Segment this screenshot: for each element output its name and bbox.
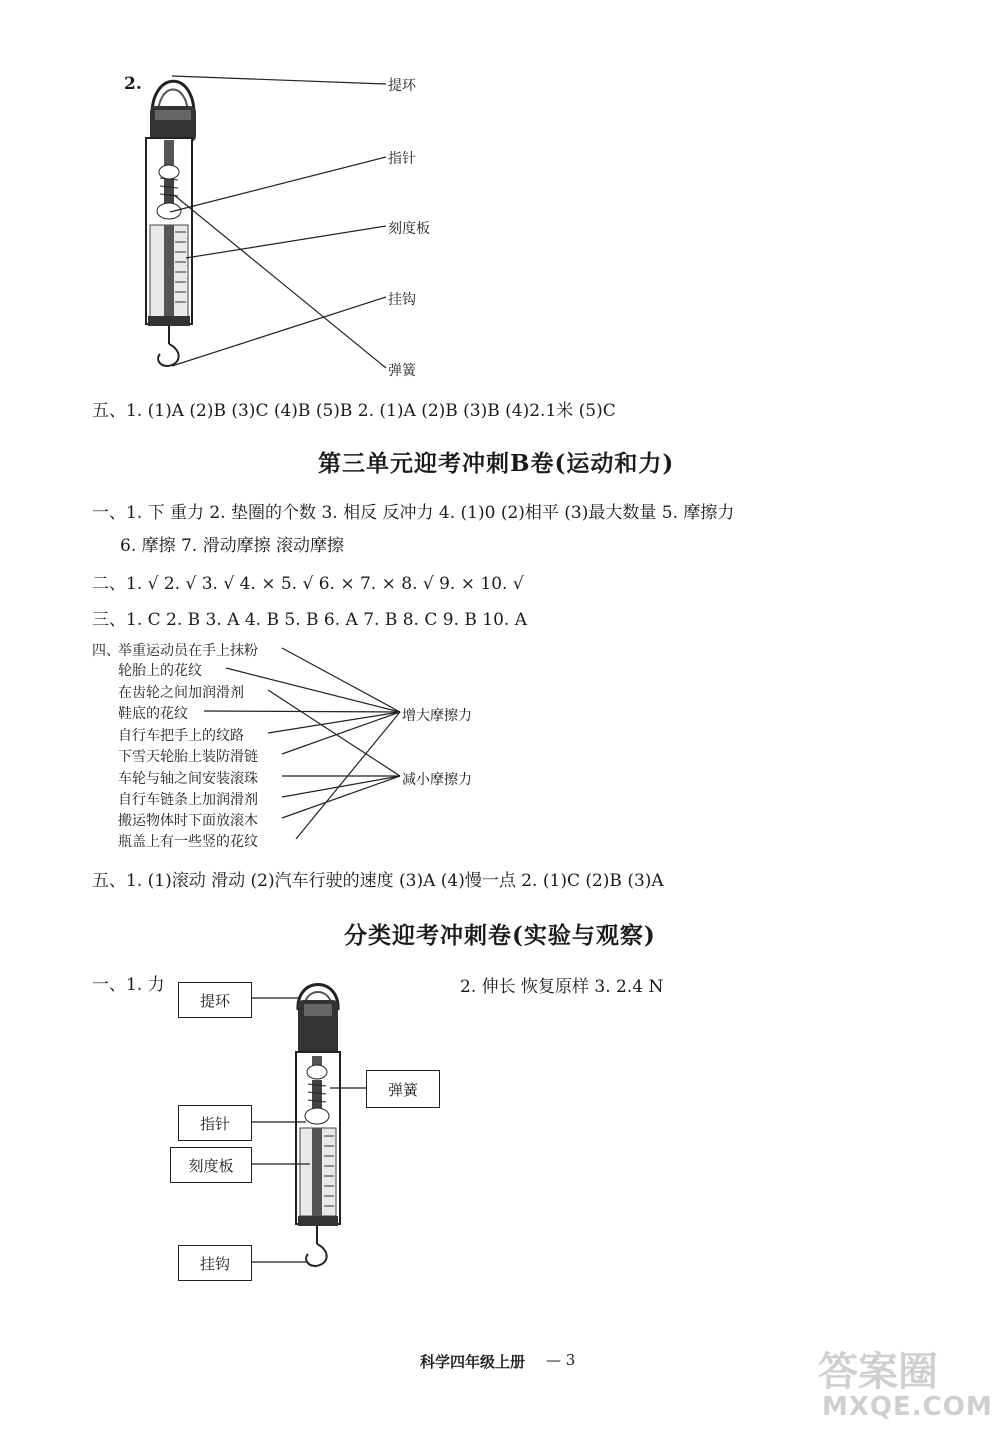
classify-q1-right: 2. 伸长 恢复原样 3. 2.4 N (460, 977, 664, 997)
match-target-decrease: 减小摩擦力 (402, 772, 472, 788)
label-hook: 挂钩 (388, 292, 416, 308)
label-handle-ring: 提环 (388, 78, 416, 94)
unit3-q2: 二、1. √ 2. √ 3. √ 4. × 5. √ 6. × 7. × 8. √ 9. × 10. √ (92, 574, 524, 594)
box-handle-ring: 提环 (178, 982, 252, 1018)
match-item: 轮胎上的花纹 (118, 663, 202, 679)
box-scale-plate: 刻度板 (170, 1147, 252, 1183)
match-item: 瓶盖上有一些竖的花纹 (118, 834, 258, 850)
box-hook: 挂钩 (178, 1245, 252, 1281)
classify-title: 分类迎考冲刺卷(实验与观察) (344, 922, 656, 949)
unit3-title: 第三单元迎考冲刺B卷(运动和力) (318, 450, 675, 477)
label-pointer: 指针 (388, 151, 416, 167)
label-scale-plate: 刻度板 (388, 221, 430, 237)
classify-q1-prefix: 一、1. 力 (92, 975, 165, 995)
match-item: 下雪天轮胎上装防滑链 (118, 749, 258, 765)
match-item: 自行车链条上加润滑剂 (118, 792, 258, 808)
watermark-logo: 答案圈 (818, 1349, 938, 1395)
question-number: 2. (124, 74, 142, 94)
unit3-q5: 五、1. (1)滚动 滑动 (2)汽车行驶的速度 (3)A (4)慢一点 2. (1)C (2)B (3)A (92, 871, 664, 891)
match-item: 搬运物体时下面放滚木 (118, 813, 258, 829)
box-spring: 弹簧 (366, 1070, 440, 1108)
box-pointer: 指针 (178, 1105, 252, 1141)
match-target-increase: 增大摩擦力 (402, 708, 472, 724)
match-item: 鞋底的花纹 (118, 706, 188, 722)
label-spring: 弹簧 (388, 363, 416, 379)
unit3-q1-line1: 一、1. 下 重力 2. 垫圈的个数 3. 相反 反冲力 4. (1)0 (2)相平 (3)最大数量 5. 摩擦力 (92, 503, 735, 523)
unit3-q3: 三、1. C 2. B 3. A 4. B 5. B 6. A 7. B 8. C 9. B 10. A (92, 610, 527, 630)
match-item: 自行车把手上的纹路 (118, 728, 244, 744)
footer-page-number: — 3 (546, 1351, 576, 1369)
footer-book-title: 科学四年级上册 (420, 1353, 526, 1371)
match-item: 车轮与轴之间安装滚珠 (118, 771, 258, 787)
unit3-q1-line2: 6. 摩擦 7. 滑动摩擦 滚动摩擦 (120, 536, 345, 556)
unit3-q4-prefix: 四、 (92, 643, 120, 659)
watermark-url: MXQE.COM (822, 1392, 993, 1422)
answer-line-5: 五、1. (1)A (2)B (3)C (4)B (5)B 2. (1)A (2)B (3)B (4)2.1米 (5)C (92, 401, 616, 421)
match-item: 在齿轮之间加润滑剂 (118, 685, 244, 701)
match-item: 举重运动员在手上抹粉 (118, 643, 258, 659)
